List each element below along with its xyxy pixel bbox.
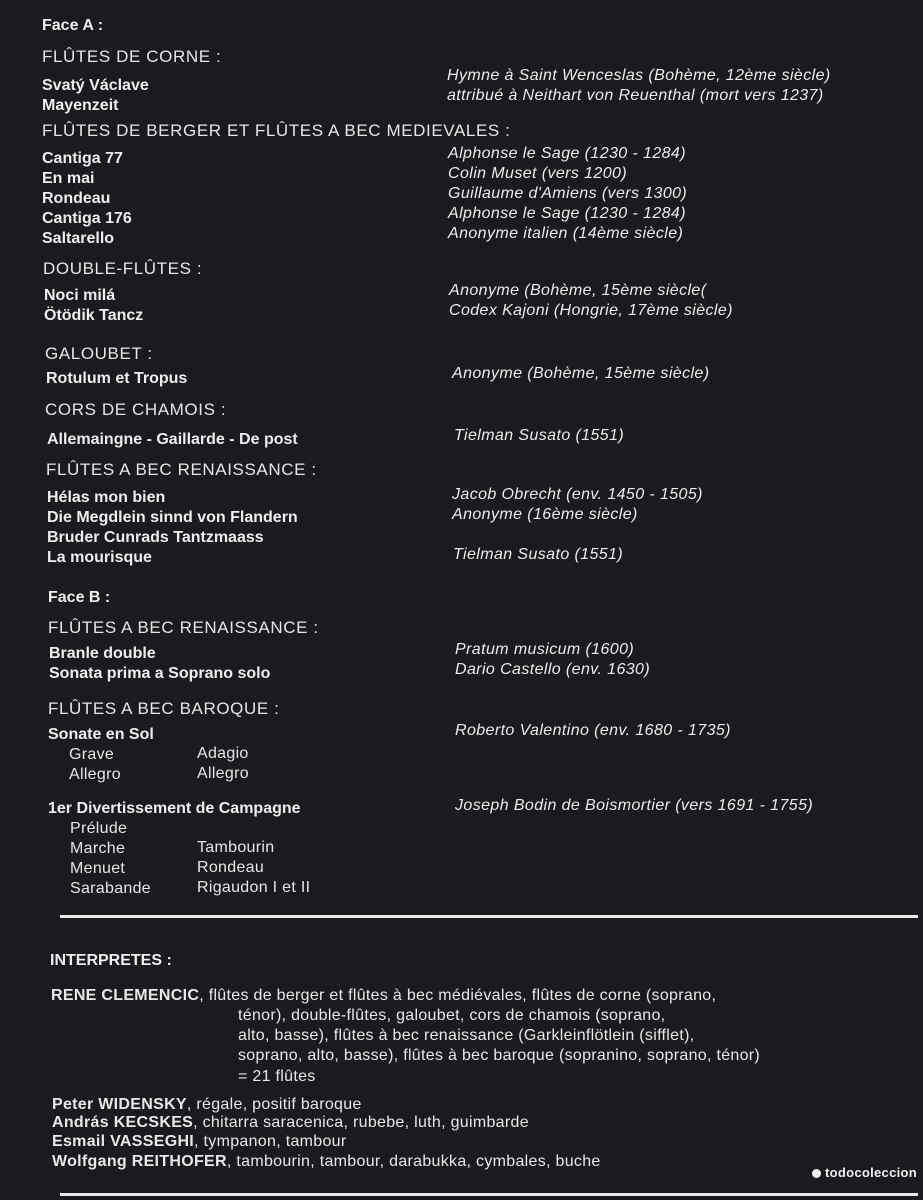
track-title: Rotulum et Tropus: [46, 370, 188, 387]
track-composer: Tielman Susato (1551): [454, 427, 625, 444]
track-composer: Hymne à Saint Wenceslas (Bohème, 12ème siècle): [447, 67, 831, 84]
movement: Allegro: [69, 766, 121, 783]
performer-first-name: Peter: [52, 1096, 94, 1113]
section-header: CORS DE CHAMOIS :: [45, 400, 227, 419]
track-title: Branle double: [49, 645, 156, 662]
performer-last-name: KECSKES: [113, 1114, 194, 1131]
performer-instruments-line: alto, basse), flûtes à bec renaissance (Garkleinflötlein (sifflet),: [238, 1027, 695, 1044]
work-title: Sonate en Sol: [48, 726, 154, 743]
watermark: [812, 1165, 917, 1180]
track-title: Hélas mon bien: [47, 489, 166, 506]
track-title: Sonata prima a Soprano solo: [49, 665, 271, 682]
track-title: Bruder Cunrads Tantzmaass: [47, 529, 264, 546]
performer-name: RENE CLEMENCIC: [51, 987, 200, 1004]
track-title: Die Megdlein sinnd von Flandern: [47, 509, 298, 526]
performer-instruments: , flûtes de berger et flûtes à bec médiévales, flûtes de corne (soprano,: [199, 987, 717, 1004]
performers-heading: INTERPRETES :: [50, 952, 172, 969]
track-title: Ötödik Tancz: [44, 307, 144, 324]
section-header: FLÛTES A BEC RENAISSANCE :: [48, 618, 319, 637]
movement: Adagio: [197, 745, 249, 762]
track-composer: attribué à Neithart von Reuenthal (mort vers 1237): [447, 87, 824, 104]
performer-first-name: András: [52, 1114, 109, 1131]
track-composer: Jacob Obrecht (env. 1450 - 1505): [452, 486, 703, 503]
watermark-text: todocoleccion: [824, 1165, 917, 1180]
work-composer: Joseph Bodin de Boismortier (vers 1691 - 1755): [455, 797, 814, 814]
face-b-label: Face B :: [48, 589, 111, 606]
track-title: La mourisque: [47, 549, 152, 566]
performer-first-name: Wolfgang: [52, 1153, 127, 1170]
performer-line: [52, 1096, 362, 1114]
track-title: Rondeau: [42, 190, 111, 207]
track-title: Svatý Václave: [42, 77, 149, 94]
movement: Sarabande: [70, 880, 151, 897]
bottom-divider: [60, 1193, 918, 1196]
movement: Marche: [70, 840, 126, 857]
section-header: FLÛTES A BEC BAROQUE :: [48, 699, 280, 718]
track-composer: Anonyme italien (14ème siècle): [448, 225, 684, 242]
movement: Allegro: [197, 765, 249, 782]
track-composer: Alphonse le Sage (1230 - 1284): [448, 205, 686, 222]
movement: Rigaudon I et II: [197, 879, 311, 896]
track-composer: Codex Kajoni (Hongrie, 17ème siècle): [449, 302, 733, 319]
section-header: FLÛTES DE CORNE :: [42, 47, 222, 66]
section-header: GALOUBET :: [45, 344, 153, 363]
watermark-logo-icon: [812, 1169, 821, 1178]
performer-instruments-line: soprano, alto, basse), flûtes à bec baroque (sopranino, soprano, ténor): [238, 1047, 761, 1064]
performer-last-name: WIDENSKY: [98, 1096, 187, 1113]
track-composer: Alphonse le Sage (1230 - 1284): [448, 145, 686, 162]
movement: Menuet: [70, 860, 126, 877]
track-title: Noci milá: [44, 287, 116, 304]
section-header: FLÛTES A BEC RENAISSANCE :: [46, 460, 317, 479]
movement: Rondeau: [197, 859, 265, 876]
performer-last-name: REITHOFER: [131, 1153, 227, 1170]
track-title: Cantiga 176: [42, 210, 132, 227]
performer-line: [52, 1133, 347, 1151]
section-header: DOUBLE-FLÛTES :: [43, 259, 203, 278]
movement: Grave: [69, 746, 115, 763]
track-composer: Guillaume d'Amiens (vers 1300): [448, 185, 688, 202]
performer-line: [52, 1153, 601, 1171]
work-title: 1er Divertissement de Campagne: [48, 800, 301, 817]
track-title: Mayenzeit: [42, 97, 119, 114]
track-title: Cantiga 77: [42, 150, 123, 167]
track-title: Allemaingne - Gaillarde - De post: [47, 431, 298, 448]
face-a-label: Face A :: [42, 17, 104, 34]
movement: Prélude: [70, 820, 128, 837]
track-composer: Anonyme (Bohème, 15ème siècle): [452, 365, 710, 382]
divider: [60, 915, 918, 918]
track-title: Saltarello: [42, 230, 115, 247]
performer-instruments: , régale, positif baroque: [186, 1096, 362, 1113]
performer-instruments: , chitarra saracenica, rubebe, luth, guimbarde: [193, 1114, 529, 1131]
track-composer: Colin Muset (vers 1200): [448, 165, 628, 182]
work-composer: Roberto Valentino (env. 1680 - 1735): [455, 722, 731, 739]
performer-instruments: , tympanon, tambour: [194, 1133, 347, 1150]
section-header: FLÛTES DE BERGER ET FLÛTES A BEC MEDIEVALES :: [42, 121, 511, 140]
track-composer: Anonyme (Bohème, 15ème siècle(: [449, 282, 707, 299]
performer-last-name: VASSEGHI: [110, 1133, 195, 1150]
track-composer: Anonyme (16ème siècle): [452, 506, 638, 523]
track-composer: Dario Castello (env. 1630): [455, 661, 651, 678]
performer-first-name: Esmail: [52, 1133, 106, 1150]
track-composer: Pratum musicum (1600): [455, 641, 635, 658]
track-title: En mai: [42, 170, 95, 187]
performer-instruments: , tambourin, tambour, darabukka, cymbales, buche: [226, 1153, 601, 1170]
performer-instruments-line: ténor), double-flûtes, galoubet, cors de chamois (soprano,: [238, 1007, 666, 1024]
performer-line: [52, 1114, 529, 1132]
movement: Tambourin: [197, 839, 275, 856]
performer-main-line: [51, 987, 716, 1005]
performer-instruments-line: = 21 flûtes: [238, 1068, 316, 1085]
track-composer: Tielman Susato (1551): [453, 546, 624, 563]
